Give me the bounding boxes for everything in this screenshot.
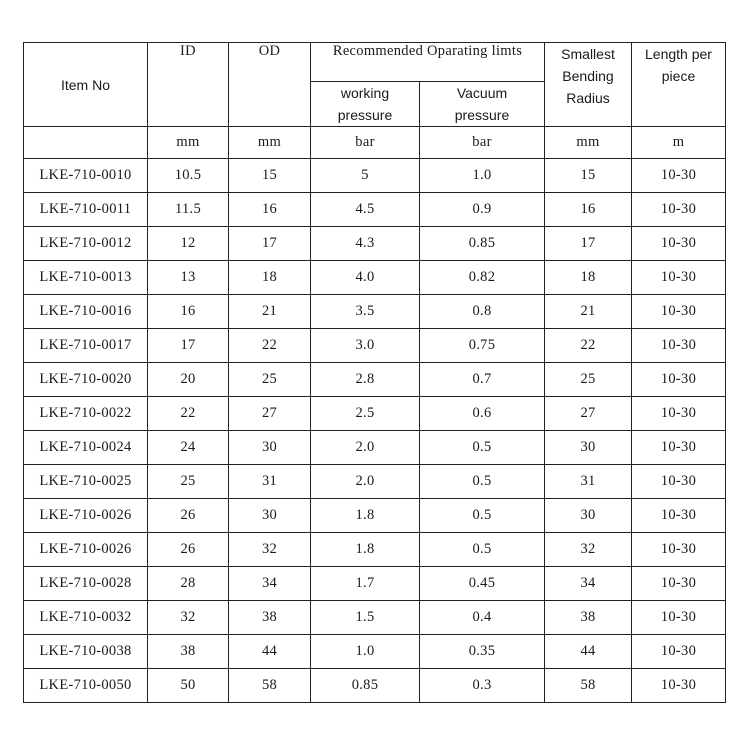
table-row (24, 601, 726, 635)
cell-working: 1.5 (311, 601, 420, 635)
cell-bending: 31 (545, 465, 632, 499)
cell-length: 10-30 (632, 499, 726, 533)
cell-vacuum: 0.8 (420, 295, 545, 329)
cell-od: 27 (229, 397, 311, 431)
table-row (24, 635, 726, 669)
table-row (24, 567, 726, 601)
header-length-per-piece (632, 43, 726, 127)
header-vacuum-line-2: pressure (454, 107, 510, 123)
unit-row (24, 127, 726, 159)
header-od (229, 43, 311, 127)
table-row (24, 159, 726, 193)
cell-id: 16 (148, 295, 229, 329)
cell-working: 2.0 (311, 465, 420, 499)
cell-item: LKE-710-0026 (24, 499, 148, 533)
cell-item: LKE-710-0013 (24, 261, 148, 295)
cell-od: 17 (229, 227, 311, 261)
cell-bending: 18 (545, 261, 632, 295)
cell-id: 20 (148, 363, 229, 397)
cell-working: 2.8 (311, 363, 420, 397)
unit-od: mm (229, 127, 311, 159)
cell-working: 3.0 (311, 329, 420, 363)
cell-vacuum: 0.5 (420, 533, 545, 567)
cell-vacuum: 0.75 (420, 329, 545, 363)
cell-length: 10-30 (632, 363, 726, 397)
cell-vacuum: 0.35 (420, 635, 545, 669)
cell-working: 5 (311, 159, 420, 193)
table-row (24, 533, 726, 567)
header-working-line-2: pressure (337, 107, 393, 123)
cell-vacuum: 0.6 (420, 397, 545, 431)
cell-length: 10-30 (632, 567, 726, 601)
table-row (24, 261, 726, 295)
unit-bending: mm (545, 127, 632, 159)
cell-length: 10-30 (632, 329, 726, 363)
cell-working: 3.5 (311, 295, 420, 329)
cell-bending: 15 (545, 159, 632, 193)
cell-item: LKE-710-0016 (24, 295, 148, 329)
cell-bending: 25 (545, 363, 632, 397)
cell-working: 2.0 (311, 431, 420, 465)
cell-id: 32 (148, 601, 229, 635)
cell-od: 21 (229, 295, 311, 329)
cell-length: 10-30 (632, 669, 726, 703)
cell-id: 22 (148, 397, 229, 431)
cell-length: 10-30 (632, 635, 726, 669)
cell-id: 26 (148, 499, 229, 533)
cell-id: 28 (148, 567, 229, 601)
header-od-label: OD (258, 43, 281, 59)
table-row (24, 669, 726, 703)
cell-item: LKE-710-0012 (24, 227, 148, 261)
cell-od: 34 (229, 567, 311, 601)
cell-working: 1.7 (311, 567, 420, 601)
unit-item-blank (24, 127, 148, 159)
cell-length: 10-30 (632, 295, 726, 329)
table-row (24, 295, 726, 329)
cell-item: LKE-710-0010 (24, 159, 148, 193)
cell-od: 32 (229, 533, 311, 567)
cell-vacuum: 0.3 (420, 669, 545, 703)
table-row (24, 397, 726, 431)
cell-length: 10-30 (632, 431, 726, 465)
unit-vacuum: bar (420, 127, 545, 159)
cell-working: 1.8 (311, 499, 420, 533)
cell-bending: 30 (545, 431, 632, 465)
cell-od: 30 (229, 499, 311, 533)
cell-working: 1.8 (311, 533, 420, 567)
table-row (24, 193, 726, 227)
cell-id: 11.5 (148, 193, 229, 227)
header-id (148, 43, 229, 127)
unit-working: bar (311, 127, 420, 159)
cell-length: 10-30 (632, 533, 726, 567)
cell-id: 24 (148, 431, 229, 465)
cell-bending: 17 (545, 227, 632, 261)
header-item-no (24, 43, 148, 127)
cell-item: LKE-710-0011 (24, 193, 148, 227)
cell-item: LKE-710-0022 (24, 397, 148, 431)
cell-working: 1.0 (311, 635, 420, 669)
cell-length: 10-30 (632, 193, 726, 227)
cell-working: 4.3 (311, 227, 420, 261)
header-length-line-1: Length per (645, 46, 712, 62)
cell-bending: 30 (545, 499, 632, 533)
table-row (24, 431, 726, 465)
cell-vacuum: 0.85 (420, 227, 545, 261)
cell-id: 12 (148, 227, 229, 261)
cell-vacuum: 0.5 (420, 431, 545, 465)
cell-od: 38 (229, 601, 311, 635)
cell-item: LKE-710-0025 (24, 465, 148, 499)
cell-od: 58 (229, 669, 311, 703)
cell-id: 50 (148, 669, 229, 703)
cell-bending: 16 (545, 193, 632, 227)
cell-od: 15 (229, 159, 311, 193)
table-row (24, 227, 726, 261)
table-row (24, 465, 726, 499)
cell-bending: 44 (545, 635, 632, 669)
cell-id: 17 (148, 329, 229, 363)
cell-vacuum: 0.82 (420, 261, 545, 295)
cell-id: 10.5 (148, 159, 229, 193)
cell-length: 10-30 (632, 159, 726, 193)
cell-length: 10-30 (632, 465, 726, 499)
header-vacuum-line-1: Vacuum (456, 85, 508, 101)
spec-table (23, 42, 726, 703)
header-bending-line-2: Bending (562, 68, 614, 84)
cell-vacuum: 0.5 (420, 465, 545, 499)
header-working-line-1: working (340, 85, 390, 101)
cell-vacuum: 0.5 (420, 499, 545, 533)
cell-od: 16 (229, 193, 311, 227)
cell-bending: 38 (545, 601, 632, 635)
cell-item: LKE-710-0038 (24, 635, 148, 669)
table-row (24, 329, 726, 363)
cell-bending: 22 (545, 329, 632, 363)
header-row-1 (24, 43, 726, 82)
header-length-line-2: piece (661, 68, 696, 84)
header-item-no-label: Item No (60, 76, 110, 93)
unit-id: mm (148, 127, 229, 159)
cell-item: LKE-710-0050 (24, 669, 148, 703)
header-recommended-label: Recommended Oparating limts (332, 43, 523, 59)
cell-item: LKE-710-0028 (24, 567, 148, 601)
cell-working: 4.5 (311, 193, 420, 227)
cell-bending: 32 (545, 533, 632, 567)
cell-bending: 21 (545, 295, 632, 329)
cell-item: LKE-710-0024 (24, 431, 148, 465)
cell-working: 4.0 (311, 261, 420, 295)
cell-bending: 27 (545, 397, 632, 431)
cell-od: 31 (229, 465, 311, 499)
cell-od: 25 (229, 363, 311, 397)
cell-working: 2.5 (311, 397, 420, 431)
cell-od: 44 (229, 635, 311, 669)
cell-bending: 34 (545, 567, 632, 601)
cell-item: LKE-710-0032 (24, 601, 148, 635)
cell-id: 26 (148, 533, 229, 567)
cell-id: 13 (148, 261, 229, 295)
header-bending-line-1: Smallest (561, 46, 615, 62)
cell-vacuum: 0.7 (420, 363, 545, 397)
cell-od: 30 (229, 431, 311, 465)
header-bending-radius (545, 43, 632, 127)
header-id-label: ID (180, 43, 196, 59)
cell-bending: 58 (545, 669, 632, 703)
header-recommended (311, 43, 545, 82)
cell-vacuum: 0.45 (420, 567, 545, 601)
unit-length: m (632, 127, 726, 159)
cell-vacuum: 0.4 (420, 601, 545, 635)
cell-od: 18 (229, 261, 311, 295)
cell-id: 38 (148, 635, 229, 669)
table-row (24, 363, 726, 397)
header-bending-line-3: Radius (566, 90, 610, 106)
cell-length: 10-30 (632, 227, 726, 261)
header-vacuum-pressure (420, 82, 545, 127)
cell-item: LKE-710-0017 (24, 329, 148, 363)
cell-length: 10-30 (632, 397, 726, 431)
cell-item: LKE-710-0026 (24, 533, 148, 567)
header-working-pressure (311, 82, 420, 127)
cell-vacuum: 1.0 (420, 159, 545, 193)
cell-working: 0.85 (311, 669, 420, 703)
cell-length: 10-30 (632, 601, 726, 635)
table-row (24, 499, 726, 533)
cell-item: LKE-710-0020 (24, 363, 148, 397)
cell-id: 25 (148, 465, 229, 499)
cell-vacuum: 0.9 (420, 193, 545, 227)
cell-length: 10-30 (632, 261, 726, 295)
cell-od: 22 (229, 329, 311, 363)
